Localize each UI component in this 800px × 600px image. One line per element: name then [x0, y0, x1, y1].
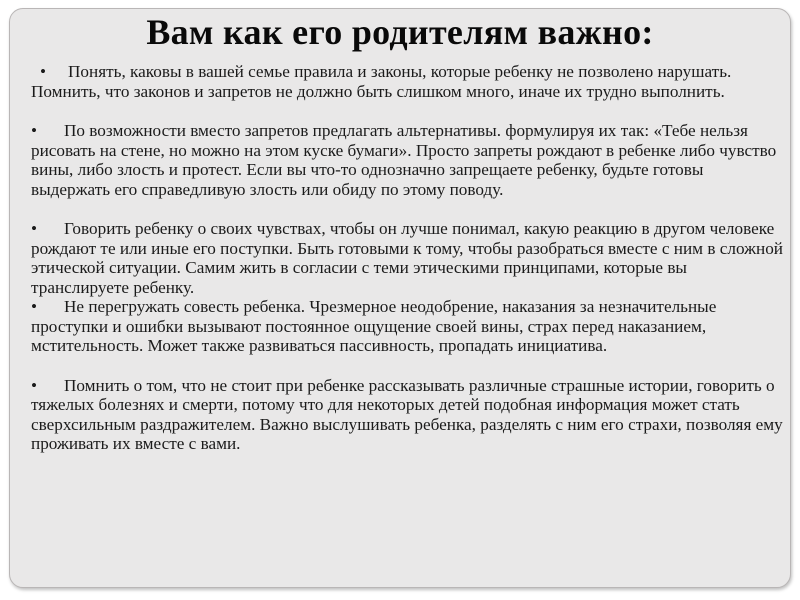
bullet-icon: •: [31, 219, 38, 238]
list-item: [31, 297, 786, 356]
bullet-icon: •: [31, 297, 38, 316]
list-item: [31, 376, 786, 454]
list-item: [31, 219, 786, 297]
bullet-icon: •: [31, 121, 38, 140]
list-item-text: Помнить о том, что не стоит при ребенке рассказывать различные страшные истории, говорить о тяжелых болезнях и смерти, потому что для некоторых детей подобная информация может стать сверхсильным раздражителем. Важно выслушивать ребенка, разделять с ним его страхи, позволяя ему проживать их вместе с вами.: [31, 375, 783, 453]
list-item-text: Говорить ребенку о своих чувствах, чтобы он лучше понимал, какую реакцию в другом человеке рождают те или иные его поступки. Быть готовыми к тому, чтобы разобраться вместе с ним в сложной этической ситуации. Самим жить в согласии с теми этическими принципами, которые вы транслируете ребенку.: [31, 219, 783, 297]
slide-title: Вам как его родителям важно:: [146, 12, 654, 52]
bullet-icon: •: [31, 375, 38, 395]
list-item: [31, 62, 786, 101]
list-item: [31, 121, 786, 199]
list-item-text: По возможности вместо запретов предлагать альтернативы. формулируя их так: «Тебе нельзя рисовать на стене, но можно на этом куске бумаги». Просто запреты рождают в ребенке либо чувство вины, либо злость и протест. Если вы что-то однозначно запрещаете ребенку, будьте готовы выдержать его справедливую злость или обиду по этому поводу.: [31, 121, 777, 199]
bullet-icon: •: [40, 62, 47, 81]
list-item-text: Не перегружать совесть ребенка. Чрезмерное неодобрение, наказания за незначительные проступки и ошибки вызывают постоянное ощущение своей вины, страх перед наказанием, мстительность. Может также развиваться пассивность, пропадать инициатива.: [31, 297, 717, 355]
list-item-text: Понять, каковы в вашей семье правила и законы, которые ребенку не позволено нарушать. Помнить, что законов и запретов не должно быть слишком много, иначе их трудно выполнить.: [31, 62, 732, 101]
bullet-list: [31, 62, 786, 454]
